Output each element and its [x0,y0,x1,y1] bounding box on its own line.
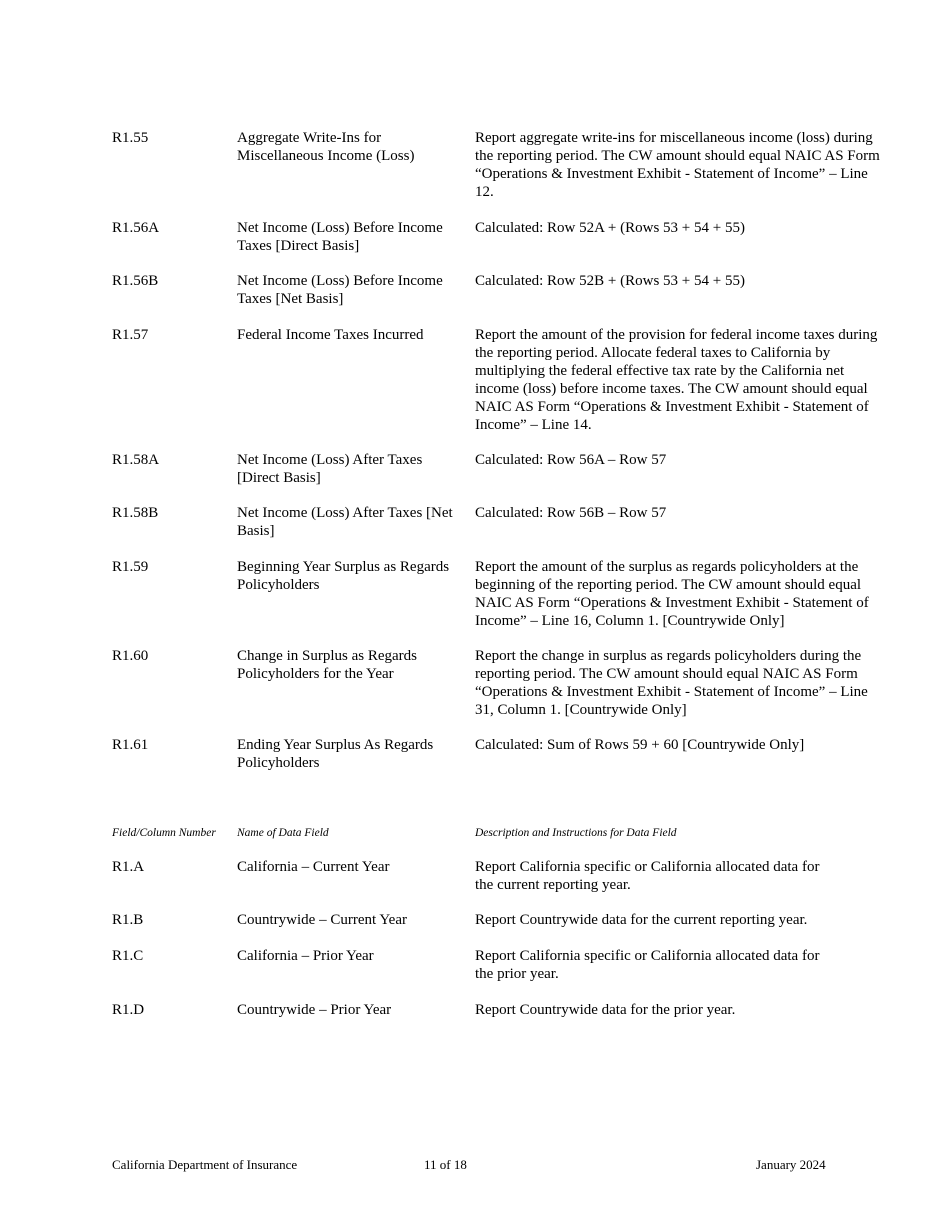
field-description: Report the amount of the surplus as regards policyholders at the beginning of the reporting period. The CW amount should equal NAIC AS Form “Operations & Investment Exhibit - Statement of Income” – Line 16, Column 1. [Countrywide Only] [475,559,869,629]
field-name: Federal Income Taxes Incurred [237,327,424,343]
column-description: Report Countrywide data for the prior year. [475,1002,736,1018]
field-name: Net Income (Loss) After Taxes [Direct Basis] [237,452,423,486]
field-description: Report the change in surplus as regards policyholders during the reporting period. The CW amount should equal NAIC AS Form “Operations & Investment Exhibit - Statement of Income” – Line 31, Column 1. [Countrywide Only] [475,648,868,718]
field-number: R1.58A [112,452,160,468]
field-number: R1.58B [112,505,159,521]
header-name-of-data-field: Name of Data Field [237,827,329,839]
field-number: R1.61 [112,737,149,753]
column-number: R1.A [112,859,145,875]
field-number: R1.56B [112,273,159,289]
field-description: Report the amount of the provision for federal income taxes during the reporting period. Allocate federal taxes to California by multiplying the federal effective tax rate by the California net income (loss) before income taxes. The CW amount should equal NAIC AS Form “Operations & Investment Exhibit - Statement of Income” – Line 14. [475,327,878,433]
field-number: R1.55 [112,130,149,146]
field-name: Beginning Year Surplus as Regards Policyholders [237,559,450,593]
field-description: Report aggregate write-ins for miscellaneous income (loss) during the reporting period. The CW amount should equal NAIC AS Form “Operations & Investment Exhibit - Statement of Income” – Line 12. [475,130,880,200]
footer-organization: California Department of Insurance [112,1157,298,1172]
field-number: R1.57 [112,327,149,343]
column-number: R1.B [112,912,144,928]
field-number: R1.56A [112,220,160,236]
column-name: Countrywide – Current Year [237,912,407,928]
footer-page-number: 11 of 18 [424,1157,467,1172]
column-description: Report Countrywide data for the current reporting year. [475,912,808,928]
field-description: Calculated: Sum of Rows 59 + 60 [Countrywide Only] [475,737,805,753]
field-name: Net Income (Loss) Before Income Taxes [Net Basis] [237,273,443,307]
field-name: Change in Surplus as Regards Policyholders for the Year [237,648,417,682]
field-name: Ending Year Surplus As Regards Policyholders [237,737,434,771]
column-number: R1.D [112,1002,145,1018]
column-number: R1.C [112,948,144,964]
field-name: Aggregate Write-Ins for Miscellaneous Income (Loss) [237,130,415,164]
column-name: California – Current Year [237,859,390,875]
field-name: Net Income (Loss) Before Income Taxes [Direct Basis] [237,220,443,254]
field-description: Calculated: Row 56A – Row 57 [475,452,667,468]
footer-date: January 2024 [756,1157,826,1172]
field-name: Net Income (Loss) After Taxes [Net Basis] [237,505,453,539]
column-name: Countrywide – Prior Year [237,1002,392,1018]
field-description: Calculated: Row 52A + (Rows 53 + 54 + 55) [475,220,745,236]
column-description: Report California specific or California allocated data for the prior year. [475,948,820,982]
header-description: Description and Instructions for Data Field [475,827,677,839]
column-description: Report California specific or California allocated data for the current reporting year. [475,859,820,893]
field-description: Calculated: Row 52B + (Rows 53 + 54 + 55) [475,273,745,289]
column-name: California – Prior Year [237,948,374,964]
field-description: Calculated: Row 56B – Row 57 [475,505,667,521]
header-field-column-number: Field/Column Number [112,827,216,839]
field-number: R1.59 [112,559,149,575]
field-number: R1.60 [112,648,149,664]
